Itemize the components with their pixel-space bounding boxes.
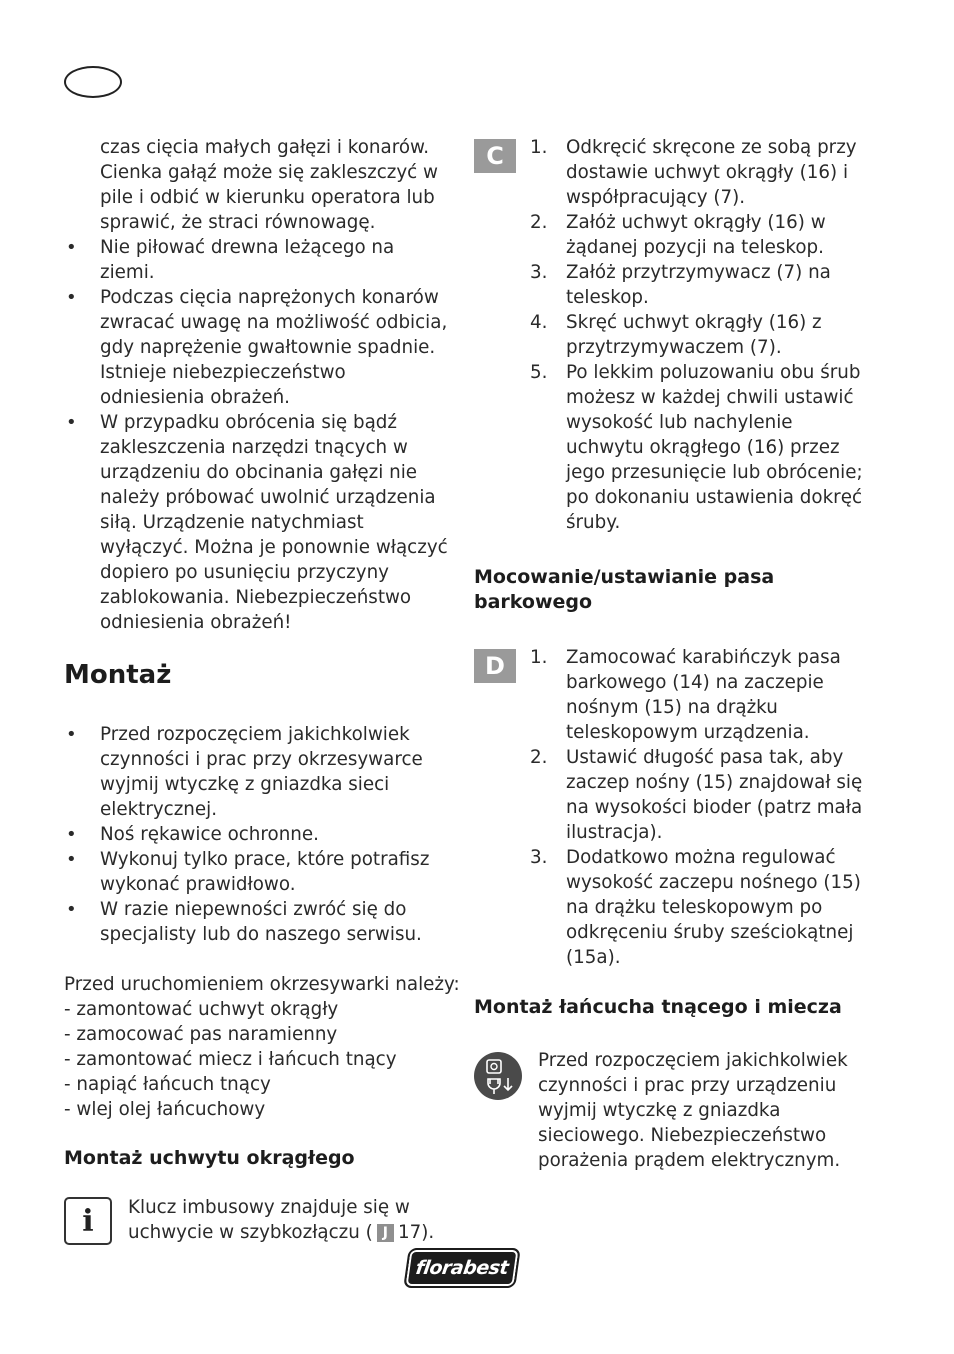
unplug-warning	[474, 1048, 864, 1173]
brand-logo	[403, 1248, 521, 1288]
list-item: - zamocować pas naramienny	[64, 1024, 338, 1045]
info-note-after: 17).	[398, 1222, 435, 1243]
unplug-warning-text: Przed rozpoczęciem jakichkolwiek czynności i prac przy urządzeniu wyjmij wtyczkę z gniazdka sieciowego. Niebezpieczeństwo porażenia prądem elektrycznym.	[538, 1050, 848, 1171]
brand-logo-text: florabest	[414, 1257, 510, 1279]
list-item: • Wykonuj tylko prace, które potrafisz wykonać prawidłowo.	[64, 847, 448, 897]
step-text: Załóż przytrzymywacz (7) na teleskop.	[566, 262, 831, 308]
step-number: 3.	[530, 847, 548, 868]
intro-line: pile i odbić w kierunku operatora lub	[100, 187, 435, 208]
before-start-list	[64, 972, 460, 1122]
figure-d-steps	[530, 645, 864, 970]
list-item	[530, 210, 864, 260]
step-number: 4.	[530, 312, 548, 333]
list-item: - zamontować uchwyt okrągły	[64, 999, 339, 1020]
language-badge	[64, 66, 122, 98]
list-item: • W przypadku obrócenia się bądź zakleszczenia narzędzi tnących w urządzeniu do obcinania gałęzi nie należy próbować uwolnić urządzenia siłą. Urządzenie natychmiast wyłączyć. Można je ponownie włączyć dopiero po usunięciu przyczyny zablokowania. Niebezpieczeństwo odniesienia obrażeń!	[64, 410, 448, 635]
list-item: • Podczas cięcia naprężonych konarów zwracać uwagę na możliwość odbicia, gdy naprężenie gwałtownie spadnie. Istnieje niebezpieczeństwo odniesienia obrażeń.	[64, 285, 448, 410]
left-column	[64, 135, 460, 1245]
belt-title: Mocowanie/ustawianie pasa barkowego	[474, 566, 775, 613]
figure-d-badge: D	[474, 649, 516, 683]
intro-paragraph	[64, 135, 448, 235]
figure-ref-badge: J	[377, 1224, 394, 1242]
step-number: 1.	[530, 647, 548, 668]
info-icon: i	[64, 1197, 112, 1245]
subsection-title: Montaż uchwytu okrągłego	[64, 1147, 355, 1169]
list-item: - napiąć łańcuch tnący	[64, 1074, 271, 1095]
step-text: Po lekkim poluzowaniu obu śrub możesz w każdej chwili ustawić wysokość lub nachylenie uchwytu okrągłego (16) przez jego przesunięcie lub obrócenie; po dokonaniu ustawienia dokręć śruby.	[566, 362, 863, 533]
info-note-text	[128, 1195, 448, 1245]
step-text: Zamocować karabińczyk pasa barkowego (14) na zaczepie nośnym (15) na drążku teleskopowym urządzenia.	[566, 647, 841, 743]
step-number: 5.	[530, 362, 548, 383]
figure-c-block	[474, 135, 864, 535]
figure-d-block	[474, 645, 864, 970]
list-item	[530, 135, 864, 210]
list-item	[530, 260, 864, 310]
info-note-before: Klucz imbusowy znajduje się w uchwycie w szybkozłączu (	[128, 1197, 410, 1243]
intro-line: sprawić, że straci równowagę.	[100, 212, 376, 233]
intro-line: czas cięcia małych gałęzi i konarów.	[100, 137, 430, 158]
list-item: • Nie piłować drewna leżącego na ziemi.	[64, 235, 448, 285]
list-item	[530, 745, 864, 845]
step-text: Odkręcić skręcone ze sobą przy dostawie uchwyt okrągły (16) i współpracujący (7).	[566, 137, 857, 208]
list-item: • Noś rękawice ochronne.	[64, 822, 448, 847]
before-start-intro: Przed uruchomieniem okrzesywarki należy:	[64, 974, 460, 995]
figure-c-steps	[530, 135, 864, 535]
list-item	[530, 360, 864, 535]
unplug-icon	[474, 1052, 522, 1100]
list-item: • W razie niepewności zwróć się do specjalisty lub do naszego serwisu.	[64, 897, 448, 947]
step-number: 3.	[530, 262, 548, 283]
list-item	[530, 310, 864, 360]
chain-title: Montaż łańcucha tnącego i miecza	[474, 996, 842, 1018]
step-number: 2.	[530, 212, 548, 233]
section-title: Montaż	[64, 660, 172, 690]
safety-bullets	[64, 235, 448, 635]
montaz-bullets	[64, 722, 448, 947]
step-number: 1.	[530, 137, 548, 158]
intro-line: Cienka gałąź może się zakleszczyć w	[100, 162, 438, 183]
step-number: 2.	[530, 747, 548, 768]
unplug-icon-graphic	[474, 1052, 522, 1100]
info-note	[64, 1195, 448, 1245]
right-column	[474, 135, 864, 1173]
list-item	[530, 845, 864, 970]
step-text: Dodatkowo można regulować wysokość zaczepu nośnego (15) na drążku teleskopowym po odkręceniu śruby sześciokątnej (15a).	[566, 847, 861, 968]
step-text: Ustawić długość pasa tak, aby zaczep nośny (15) znajdował się na wysokości bioder (patrz mała ilustracja).	[566, 747, 863, 843]
step-text: Skręć uchwyt okrągły (16) z przytrzymywaczem (7).	[566, 312, 822, 358]
step-text: Załóż uchwyt okrągły (16) w żądanej pozycji na teleskop.	[566, 212, 826, 258]
list-item	[530, 645, 864, 745]
brand-logo-box	[403, 1248, 521, 1288]
list-item: • Przed rozpoczęciem jakichkolwiek czynności i prac przy okrzesywarce wyjmij wtyczkę z gniazdka sieci elektrycznej.	[64, 722, 448, 822]
list-item: - wlej olej łańcuchowy	[64, 1099, 266, 1120]
figure-c-badge: C	[474, 139, 516, 173]
list-item: - zamontować miecz i łańcuch tnący	[64, 1049, 397, 1070]
